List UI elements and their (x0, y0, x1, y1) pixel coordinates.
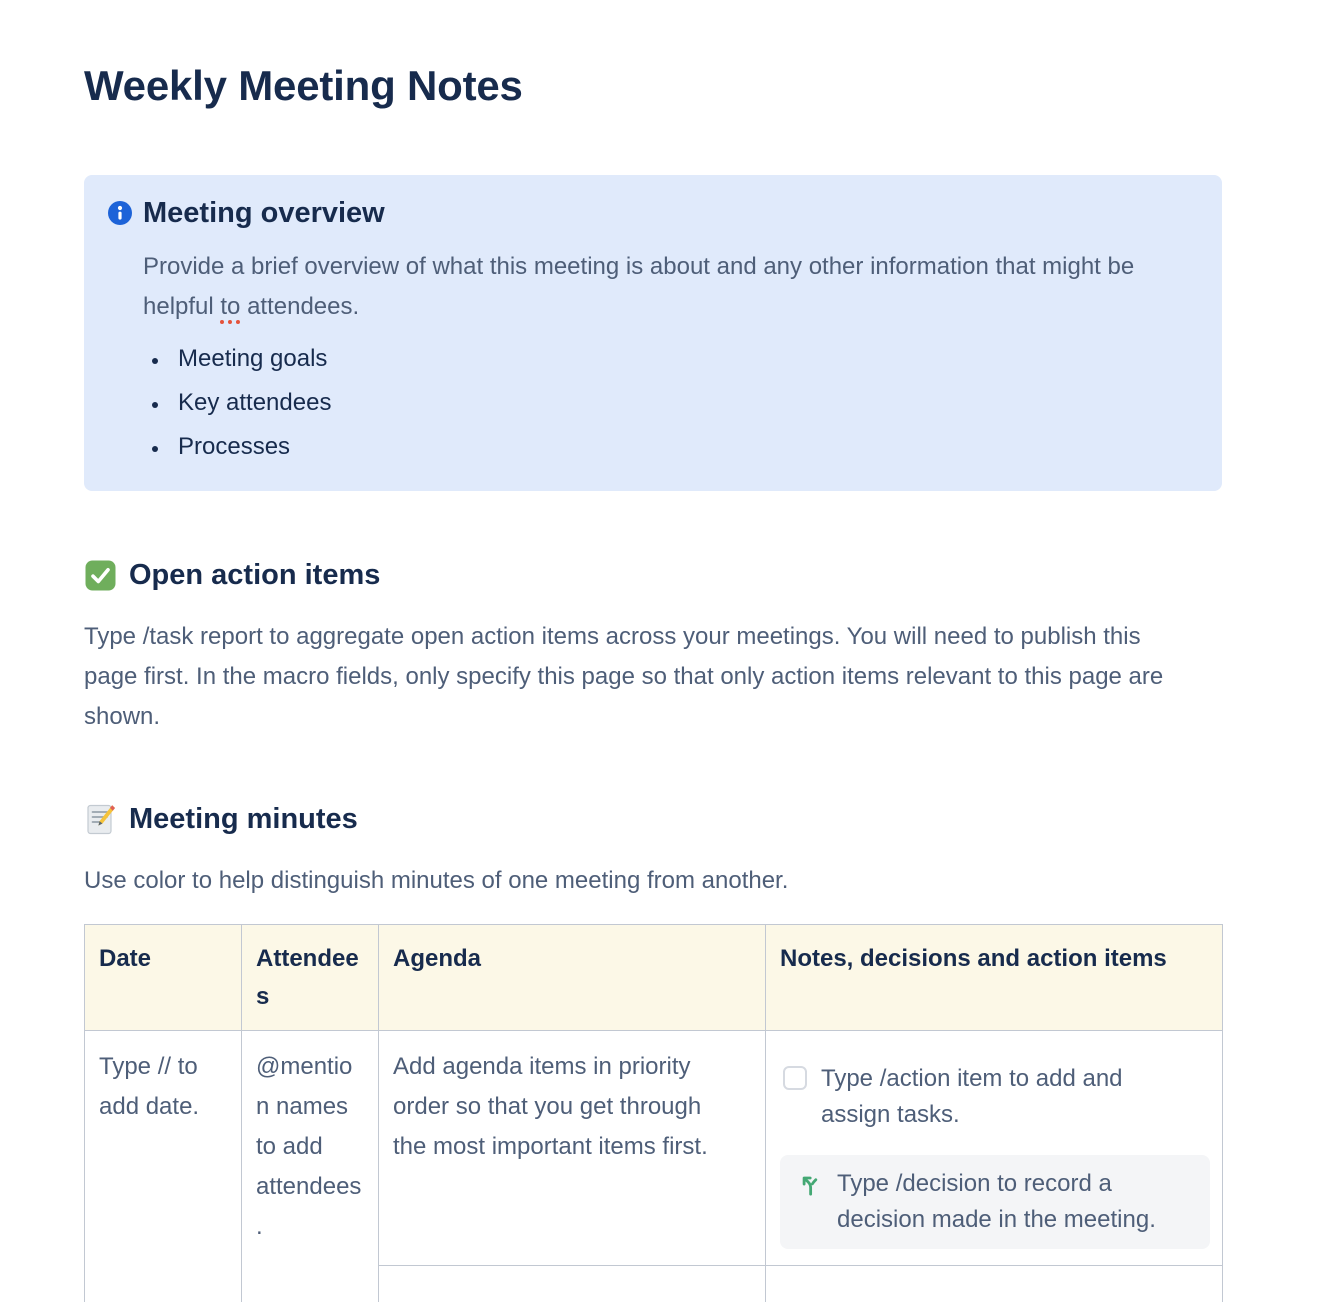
open-action-items-text: Type /task report to aggregate open action items across your meetings. You will need to publish this page first. In the macro fields, only specify this page so that only action items relevant to this page are shown. (84, 623, 1164, 730)
open-action-items-heading (84, 557, 1222, 593)
info-icon (108, 201, 132, 225)
page-title: Weekly Meeting Notes (84, 62, 523, 109)
decision-box (780, 1155, 1210, 1249)
page-content (84, 60, 1222, 1302)
panel-text-after: attendees. (240, 293, 360, 320)
task-checkbox[interactable] (783, 1066, 807, 1090)
info-panel-header (108, 195, 1198, 231)
decision-text: Type /decision to record a decision made in the meeting. (837, 1170, 1156, 1233)
section-heading-label: Open action items (129, 559, 381, 591)
list-item: • Processes (170, 427, 1198, 467)
list-item: • Key attendees (170, 383, 1198, 423)
meeting-minutes-text: Use color to help distinguish minutes of one meeting from another. (84, 867, 789, 894)
agenda-cell-empty (379, 1266, 766, 1302)
info-panel-content (143, 247, 1198, 467)
attendees-cell: @mention names to add attendees. (242, 1031, 379, 1302)
column-header-attendees: Attendees (242, 925, 379, 1031)
agenda-text: Add agenda items in priority order so that you get through the most important items first. (393, 1053, 708, 1160)
info-panel-heading: Meeting overview (143, 197, 385, 229)
column-header-date: Date (85, 925, 242, 1031)
notes-cell-empty (766, 1266, 1223, 1302)
column-header-agenda: Agenda (379, 925, 766, 1031)
action-item-text: Type /action item to add and assign tasks. (821, 1065, 1123, 1128)
notes-cell (766, 1031, 1223, 1266)
misspelled-word: to (220, 293, 241, 320)
meeting-minutes-table (84, 924, 1223, 1302)
agenda-cell (379, 1031, 766, 1266)
date-cell: Type // to add date. (85, 1031, 242, 1302)
info-panel-bullet-list (143, 339, 1198, 467)
column-header-notes: Notes, decisions and action items (766, 925, 1223, 1031)
decision-fork-icon (796, 1171, 823, 1198)
check-mark-button-emoji (84, 559, 117, 592)
panel-text-before: Provide a brief overview of what this meeting is about and any other information that might be helpful (143, 253, 1135, 320)
list-item: • Meeting goals (170, 339, 1198, 379)
meeting-minutes-heading (84, 801, 1222, 837)
info-panel (84, 175, 1222, 491)
action-item-row (780, 1061, 1208, 1133)
table-header-row (85, 925, 1223, 1031)
info-panel-text (143, 247, 1198, 327)
section-heading-label: Meeting minutes (129, 803, 358, 835)
memo-emoji (84, 803, 117, 836)
table-row (85, 1031, 1223, 1266)
